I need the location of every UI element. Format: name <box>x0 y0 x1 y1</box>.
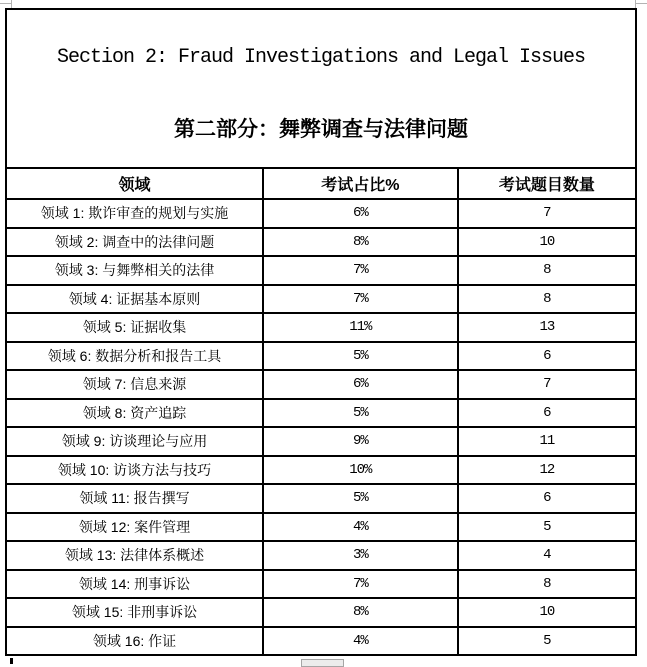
cell-exam-percent: 7% <box>263 570 458 599</box>
table-row <box>6 342 636 371</box>
cell-exam-percent: 6% <box>263 199 458 228</box>
section-title-english: Section 2: Fraud Investigations and Legal Issues <box>56 46 586 69</box>
cell-exam-percent: 7% <box>263 256 458 285</box>
cell-question-count: 4 <box>458 541 636 570</box>
cell-exam-percent: 4% <box>263 627 458 656</box>
cell-exam-percent: 3% <box>263 541 458 570</box>
col-header-domain: 领域 <box>6 168 263 199</box>
cell-question-count: 10 <box>458 598 636 627</box>
col-header-question-count: 考试题目数量 <box>458 168 636 199</box>
table-row <box>6 256 636 285</box>
section-title-chinese: 第二部分：舞弊调查与法律问题 <box>174 118 468 141</box>
table-row <box>6 570 636 599</box>
cell-exam-percent: 11% <box>263 313 458 342</box>
cell-domain: 领域 14: 刑事诉讼 <box>6 570 263 599</box>
cell-question-count: 11 <box>458 427 636 456</box>
text-cursor-mark <box>10 658 13 664</box>
cell-exam-percent: 10% <box>263 456 458 485</box>
table-row <box>6 313 636 342</box>
cell-question-count: 6 <box>458 484 636 513</box>
cell-domain: 领域 2: 调查中的法律问题 <box>6 228 263 257</box>
table-row <box>6 285 636 314</box>
table-row <box>6 427 636 456</box>
table-header-row <box>6 168 636 199</box>
cell-question-count: 5 <box>458 513 636 542</box>
table-row <box>6 598 636 627</box>
table-body <box>6 199 636 655</box>
cell-domain: 领域 4: 证据基本原则 <box>6 285 263 314</box>
cell-domain: 领域 10: 访谈方法与技巧 <box>6 456 263 485</box>
cell-question-count: 6 <box>458 342 636 371</box>
title-block <box>7 10 635 167</box>
cell-exam-percent: 4% <box>263 513 458 542</box>
cell-question-count: 8 <box>458 570 636 599</box>
table-row <box>6 456 636 485</box>
col-header-exam-percent: 考试占比% <box>263 168 458 199</box>
cell-domain: 领域 12: 案件管理 <box>6 513 263 542</box>
cell-question-count: 6 <box>458 399 636 428</box>
cell-question-count: 7 <box>458 199 636 228</box>
cell-domain: 领域 3: 与舞弊相关的法律 <box>6 256 263 285</box>
cell-domain: 领域 8: 资产追踪 <box>6 399 263 428</box>
cell-exam-percent: 5% <box>263 342 458 371</box>
table-row <box>6 370 636 399</box>
cell-question-count: 10 <box>458 228 636 257</box>
cell-domain: 领域 15: 非刑事诉讼 <box>6 598 263 627</box>
cell-domain: 领域 13: 法律体系概述 <box>6 541 263 570</box>
table-row <box>6 199 636 228</box>
cell-question-count: 5 <box>458 627 636 656</box>
table-row <box>6 228 636 257</box>
cell-exam-percent: 5% <box>263 399 458 428</box>
next-page-corner-line <box>636 3 647 4</box>
table-row <box>6 627 636 656</box>
table-row <box>6 513 636 542</box>
cell-exam-percent: 6% <box>263 370 458 399</box>
page-break-indicator <box>301 659 344 667</box>
page-frame <box>5 8 637 656</box>
table-row <box>6 399 636 428</box>
table-row <box>6 541 636 570</box>
cell-domain: 领域 5: 证据收集 <box>6 313 263 342</box>
table-header <box>6 168 636 199</box>
exam-structure-table <box>5 167 637 656</box>
cell-exam-percent: 8% <box>263 598 458 627</box>
cell-exam-percent: 7% <box>263 285 458 314</box>
cell-question-count: 12 <box>458 456 636 485</box>
cell-question-count: 8 <box>458 256 636 285</box>
prev-page-corner-line <box>0 3 11 4</box>
cell-question-count: 7 <box>458 370 636 399</box>
cell-domain: 领域 7: 信息来源 <box>6 370 263 399</box>
cell-exam-percent: 5% <box>263 484 458 513</box>
cell-domain: 领域 16: 作证 <box>6 627 263 656</box>
cell-domain: 领域 11: 报告撰写 <box>6 484 263 513</box>
cell-exam-percent: 9% <box>263 427 458 456</box>
cell-question-count: 8 <box>458 285 636 314</box>
cell-domain: 领域 6: 数据分析和报告工具 <box>6 342 263 371</box>
table-row <box>6 484 636 513</box>
cell-domain: 领域 9: 访谈理论与应用 <box>6 427 263 456</box>
cell-question-count: 13 <box>458 313 636 342</box>
cell-domain: 领域 1: 欺诈审查的规划与实施 <box>6 199 263 228</box>
cell-exam-percent: 8% <box>263 228 458 257</box>
